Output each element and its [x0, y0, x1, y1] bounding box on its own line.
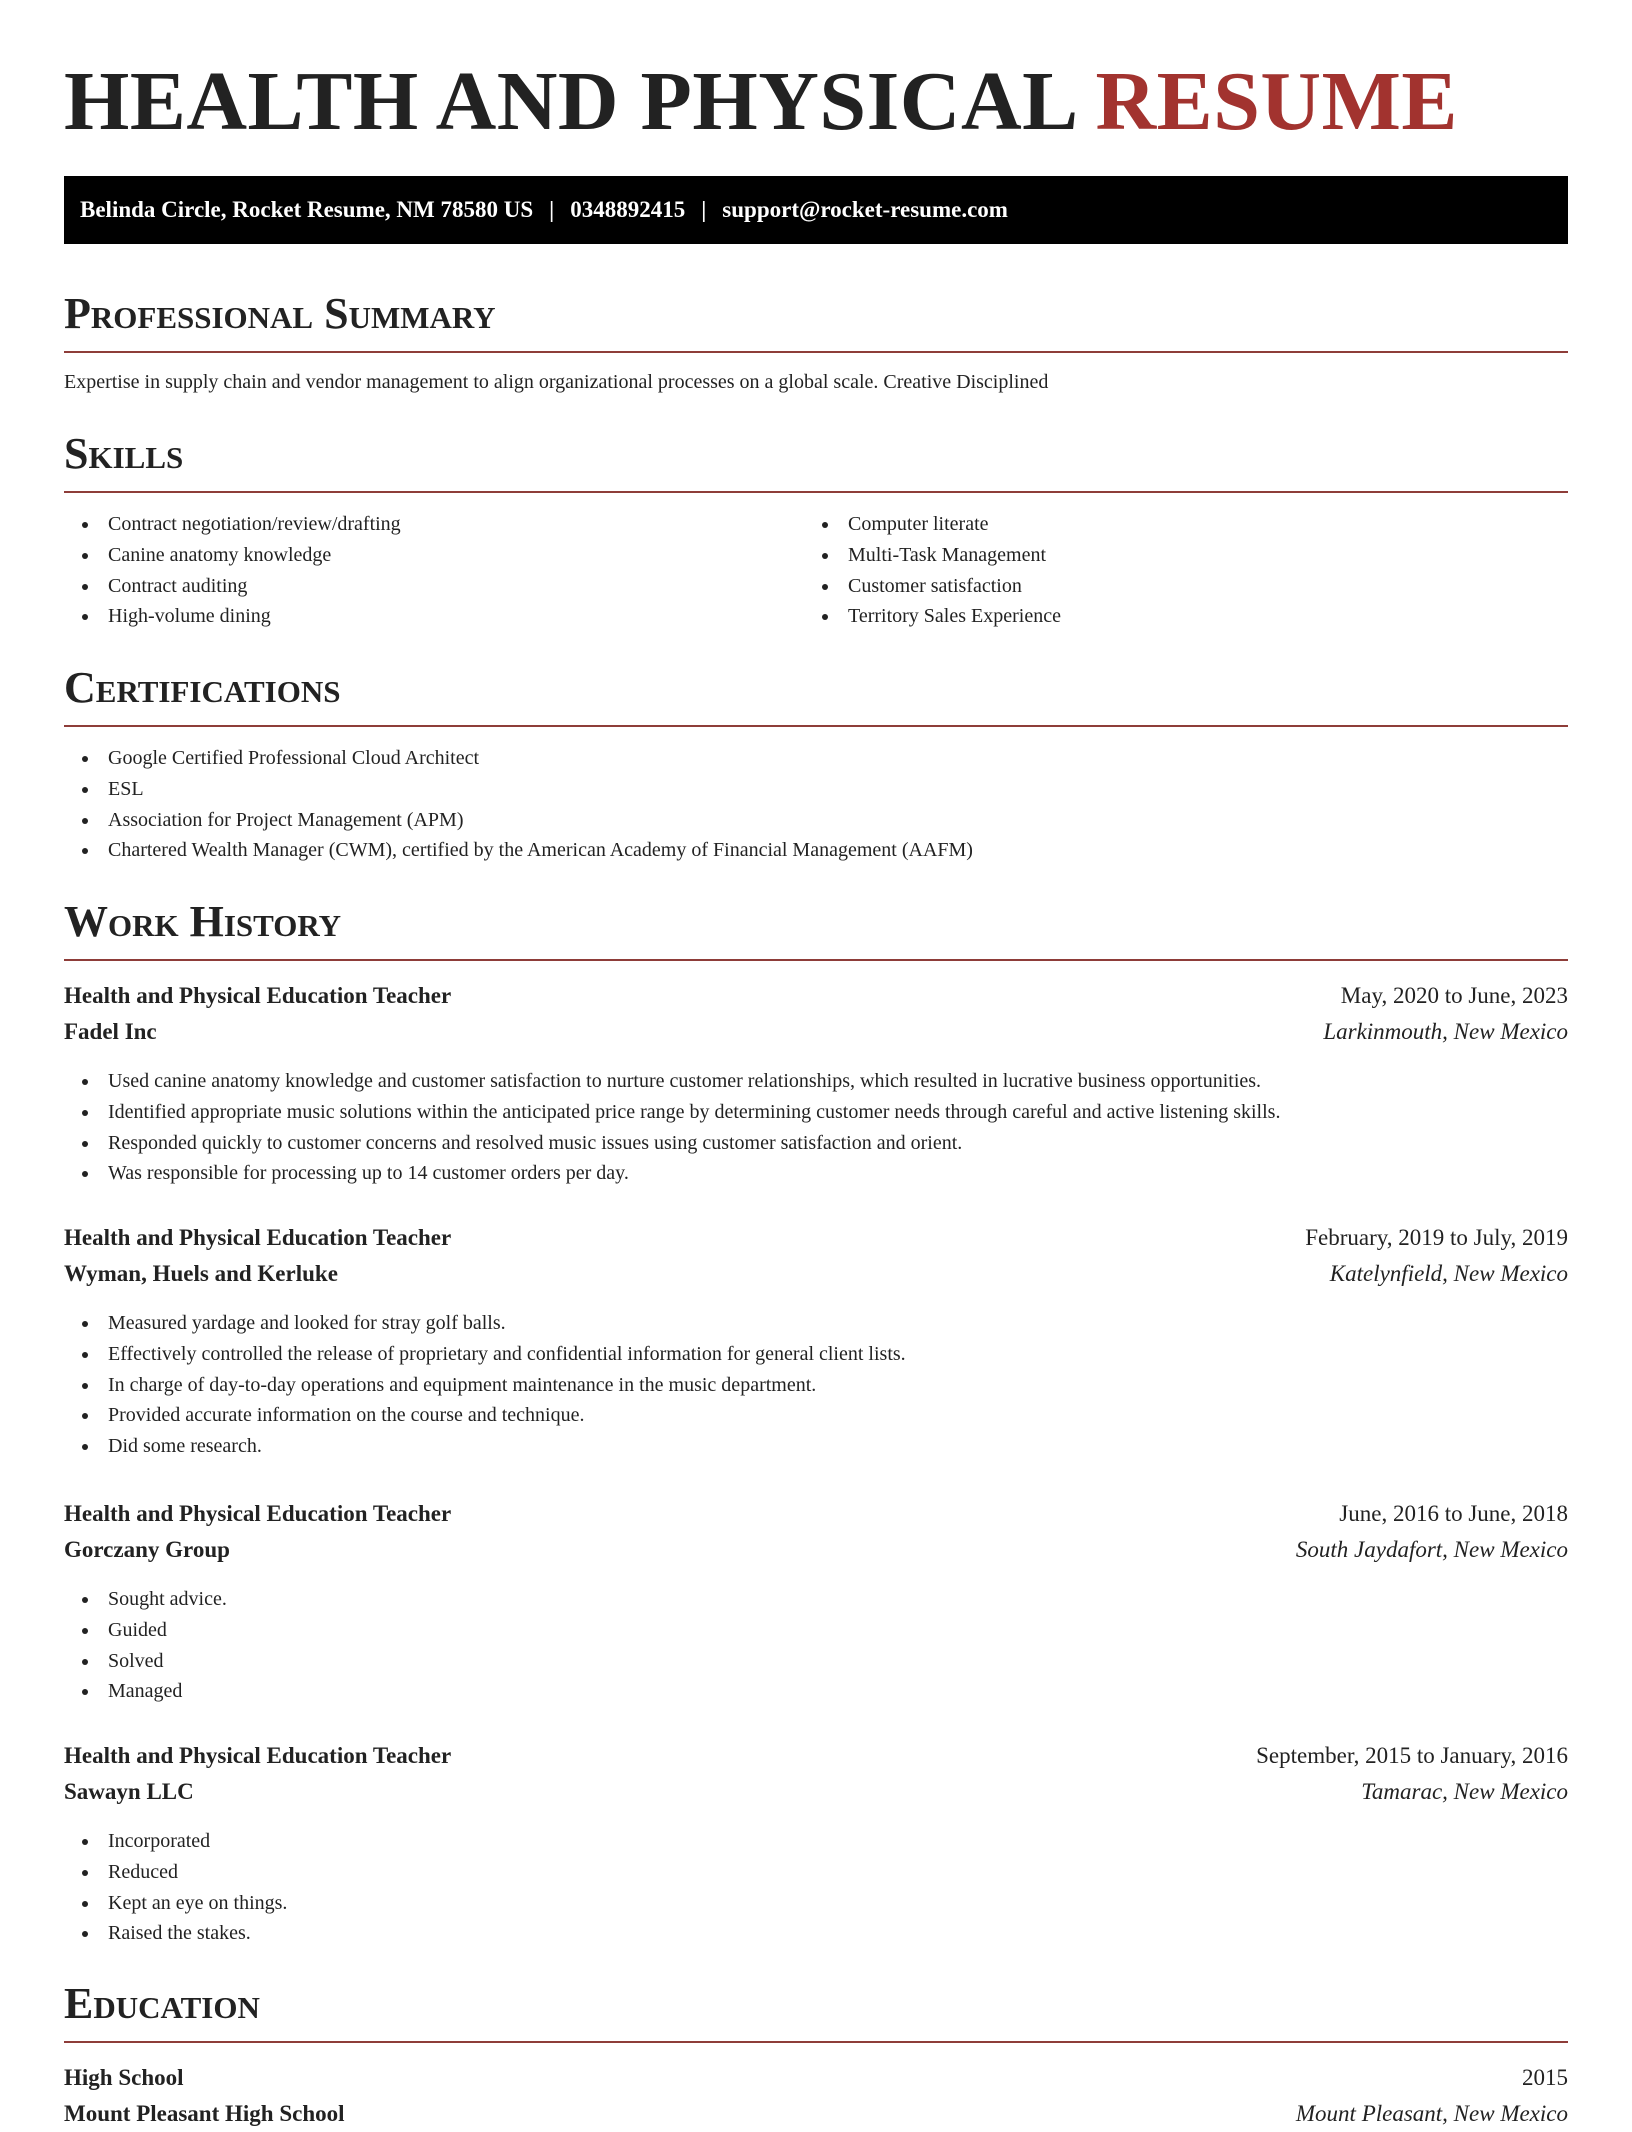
skills-heading: Skills [64, 429, 184, 478]
education-school-row [64, 2096, 1568, 2132]
job-company: Sawayn LLC [64, 1779, 194, 1804]
education-school: Mount Pleasant High School [64, 2101, 345, 2126]
job-company-row [64, 1532, 1568, 1568]
section-divider [64, 959, 1568, 961]
contact-email: support@rocket-resume.com [722, 197, 1008, 222]
job-dates: September, 2015 to January, 2016 [1256, 1743, 1568, 1768]
work-history-heading: Work History [64, 897, 342, 946]
skill-item: Computer literate [804, 509, 1568, 540]
job-title: Health and Physical Education Teacher [64, 1225, 452, 1250]
job-bullet: Incorporated [64, 1826, 1568, 1857]
job-bullet: Raised the stakes. [64, 1918, 1568, 1949]
job-title: Health and Physical Education Teacher [64, 1743, 452, 1768]
job-bullet: Solved [64, 1646, 1568, 1677]
section-divider [64, 351, 1568, 353]
job-title-row [64, 1738, 1568, 1774]
contact-bar [64, 176, 1568, 244]
job-bullet: Did some research. [64, 1431, 1568, 1462]
job-bullets [64, 1308, 1568, 1462]
job-title-row [64, 1220, 1568, 1256]
job-bullet: Provided accurate information on the course and technique. [64, 1400, 1568, 1431]
job-bullet: Guided [64, 1615, 1568, 1646]
job-title: Health and Physical Education Teacher [64, 983, 452, 1008]
page-title [64, 52, 1458, 152]
skill-item: Canine anatomy knowledge [64, 540, 804, 571]
skill-item: Customer satisfaction [804, 571, 1568, 602]
section-divider [64, 2041, 1568, 2043]
job-bullet: Sought advice. [64, 1584, 1568, 1615]
contact-separator: | [701, 197, 707, 222]
job-bullet: Was responsible for processing up to 14 customer orders per day. [64, 1158, 1568, 1189]
job-company: Fadel Inc [64, 1019, 157, 1044]
skill-item: Territory Sales Experience [804, 601, 1568, 632]
contact-separator: | [549, 197, 555, 222]
section-divider [64, 491, 1568, 493]
job-company-row [64, 1774, 1568, 1810]
education-degree-row [64, 2060, 1568, 2096]
certification-item: ESL [64, 774, 1568, 805]
title-accent: RESUME [1095, 55, 1458, 148]
education-degree: High School [64, 2065, 184, 2090]
job-company: Gorczany Group [64, 1537, 230, 1562]
job-company: Wyman, Huels and Kerluke [64, 1261, 338, 1286]
job-dates: February, 2019 to July, 2019 [1305, 1225, 1568, 1250]
skill-item: Contract negotiation/review/drafting [64, 509, 804, 540]
summary-heading: Professional Summary [64, 289, 496, 338]
job-bullet: Used canine anatomy knowledge and customer satisfaction to nurture customer relationships, which resulted in lucrative business opportunities. [64, 1066, 1568, 1097]
job-bullet: Identified appropriate music solutions within the anticipated price range by determining customer needs through careful and active listening skills. [64, 1097, 1568, 1128]
job-bullet: Effectively controlled the release of proprietary and confidential information for general client lists. [64, 1339, 1568, 1370]
certification-item: Google Certified Professional Cloud Architect [64, 743, 1568, 774]
job-bullets [64, 1584, 1568, 1707]
skills-list-left [64, 509, 804, 632]
job-company-row [64, 1014, 1568, 1050]
contact-phone: 0348892415 [570, 197, 686, 222]
summary-text: Expertise in supply chain and vendor management to align organizational processes on a global scale. Creative Disciplined [64, 371, 1049, 393]
job-location: South Jaydafort, New Mexico [1295, 1537, 1568, 1562]
job-title-row [64, 1496, 1568, 1532]
contact-address: Belinda Circle, Rocket Resume, NM 78580 US [80, 197, 534, 222]
job-location: Katelynfield, New Mexico [1329, 1261, 1568, 1286]
job-title: Health and Physical Education Teacher [64, 1501, 452, 1526]
job-bullet: Reduced [64, 1857, 1568, 1888]
skill-item: Multi-Task Management [804, 540, 1568, 571]
job-bullets [64, 1066, 1568, 1189]
title-main: HEALTH AND PHYSICAL [64, 55, 1074, 148]
job-bullet: Kept an eye on things. [64, 1888, 1568, 1919]
certification-item: Association for Project Management (APM) [64, 805, 1568, 836]
job-bullet: Measured yardage and looked for stray golf balls. [64, 1308, 1568, 1339]
job-bullets [64, 1826, 1568, 1949]
certifications-list [64, 743, 1568, 866]
skill-item: Contract auditing [64, 571, 804, 602]
skill-item: High-volume dining [64, 601, 804, 632]
education-location: Mount Pleasant, New Mexico [1295, 2101, 1568, 2126]
certifications-heading: Certifications [64, 663, 341, 712]
job-dates: May, 2020 to June, 2023 [1340, 983, 1568, 1008]
skills-list-right [804, 509, 1568, 632]
job-bullet: Managed [64, 1676, 1568, 1707]
job-location: Tamarac, New Mexico [1361, 1779, 1568, 1804]
job-bullet: Responded quickly to customer concerns and resolved music issues using customer satisfaction and orient. [64, 1128, 1568, 1159]
job-dates: June, 2016 to June, 2018 [1339, 1501, 1568, 1526]
certification-item: Chartered Wealth Manager (CWM), certified by the American Academy of Financial Management (AAFM) [64, 835, 1568, 866]
education-heading: Education [64, 1979, 260, 2028]
education-year: 2015 [1522, 2065, 1568, 2090]
job-company-row [64, 1256, 1568, 1292]
job-title-row [64, 978, 1568, 1014]
job-location: Larkinmouth, New Mexico [1323, 1019, 1568, 1044]
section-divider [64, 725, 1568, 727]
job-bullet: In charge of day-to-day operations and equipment maintenance in the music department. [64, 1370, 1568, 1401]
